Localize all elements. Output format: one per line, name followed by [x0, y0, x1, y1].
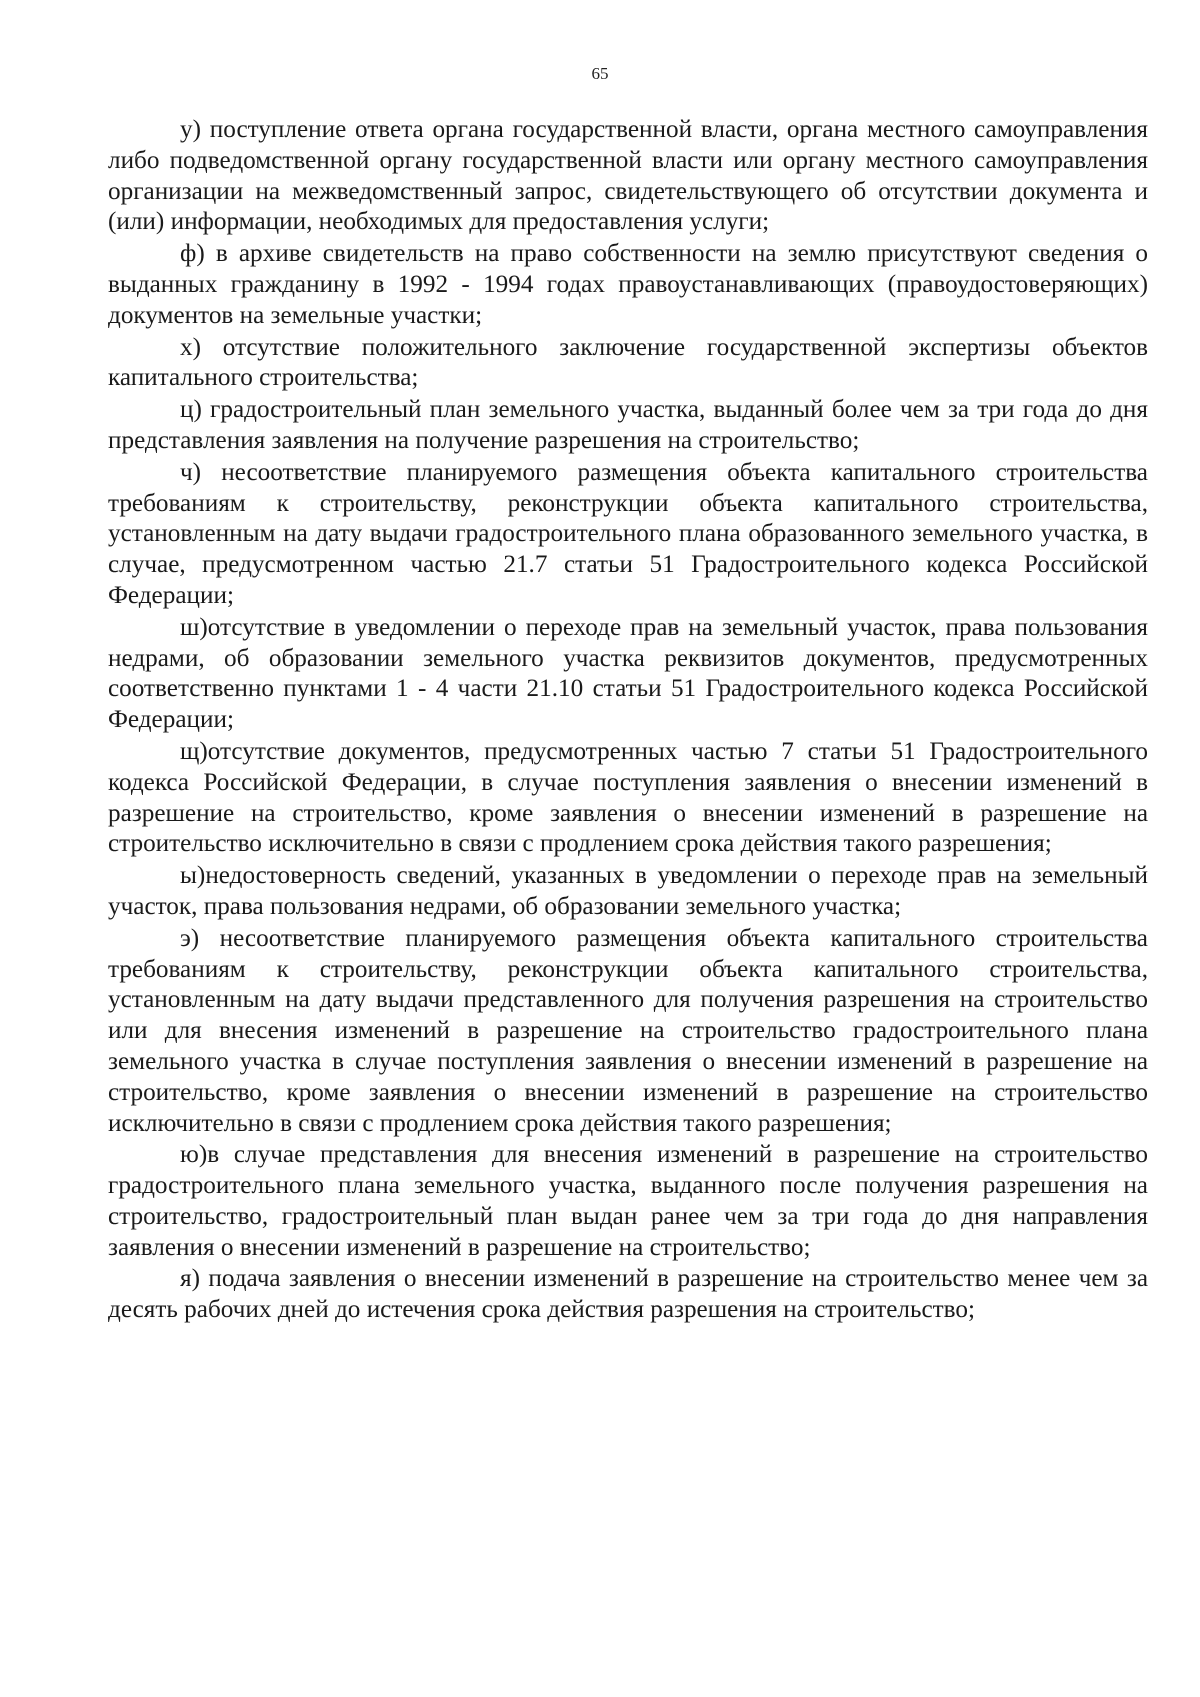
item-marker: х)	[180, 333, 201, 361]
item-text: подача заявления о внесении изменений в разрешение на строительство менее чем за десять рабочих дней до истечения срока действия разрешения на строительство;	[108, 1265, 1148, 1324]
list-item	[108, 115, 1148, 238]
item-marker: э)	[180, 924, 200, 952]
item-text: несоответствие планируемого размещения объекта капитального строительства требованиям к строительству, реконструкции объекта капитального строительства, установленным на дату выдачи градостроительного плана образованного земельного участка, в случае, предусмотренном частью 21.7 статьи 51 Градостроительного кодекса Российской Федерации;	[108, 458, 1148, 609]
list-item	[108, 1264, 1148, 1326]
item-text: в архиве свидетельств на право собственности на землю присутствуют сведения о выданных гражданину в 1992 - 1994 годах правоустанавливающих (правоудостоверяющих) документов на земельные участки;	[108, 240, 1148, 329]
item-text: несоответствие планируемого размещения объекта капитального строительства требованиям к строительству, реконструкции объекта капитального строительства, установленным на дату выдачи представленного для получения разрешения на строительство или для внесения изменений в разрешение на строительство градостроительного плана земельного участка в случае поступления заявления о внесении изменений в разрешение на строительство, кроме заявления о внесении изменений в разрешение на строительство исключительно в связи с продлением срока действия такого разрешения;	[108, 924, 1148, 1137]
item-marker: щ)	[180, 737, 208, 765]
item-marker: я)	[180, 1265, 200, 1293]
list-item	[108, 924, 1148, 1140]
item-text: поступление ответа органа государственной власти, органа местного самоуправления либо подведомственной органу государственной власти или органу местного самоуправления организации на межведомственный запрос, свидетельствующего об отсутствии документа и (или) информации, необходимых для предоставления услуги;	[108, 116, 1148, 236]
item-marker: ф)	[180, 240, 205, 268]
list-item	[108, 458, 1148, 612]
item-text: отсутствие положительного заключение государственной экспертизы объектов капитального строительства;	[108, 333, 1148, 392]
item-text: градостроительный план земельного участка, выданный более чем за три года до дня представления заявления на получение разрешения на строительство;	[108, 396, 1148, 454]
document-body	[108, 115, 1148, 1327]
list-item	[108, 613, 1148, 736]
item-text: отсутствие в уведомлении о переходе прав на земельный участок, права пользования недрами, об образовании земельного участка реквизитов документов, предусмотренных соответственно пунктами 1 - 4 части 21.10 статьи 51 Градостроительного кодекса Российской Федерации;	[108, 613, 1148, 734]
item-text: недостоверность сведений, указанных в уведомлении о переходе прав на земельный участок, права пользования недрами, об образовании земельного участка;	[108, 862, 1148, 920]
list-item	[108, 737, 1148, 860]
page-number: 65	[591, 64, 609, 83]
list-item	[108, 333, 1148, 395]
item-text: в случае представления для внесения изменений в разрешение на строительство градостроительного плана земельного участка, выданного после получения разрешения на строительство, градостроительный план выдан ранее чем за три года до дня направления заявления о внесении изменений в разрешение на строительство;	[108, 1141, 1148, 1261]
item-marker: ш)	[180, 613, 208, 641]
item-marker: ы)	[180, 862, 206, 890]
item-text: отсутствие документов, предусмотренных частью 7 статьи 51 Градостроительного кодекса Российской Федерации, в случае поступления заявления о внесении изменений в разрешение на строительство, кроме заявления о внесении изменений в разрешение на строительство исключительно в связи с продлением срока действия такого разрешения;	[108, 737, 1148, 858]
list-item	[108, 395, 1148, 457]
item-marker: у)	[180, 116, 201, 143]
item-marker: ц)	[180, 396, 202, 424]
item-marker: ч)	[180, 458, 202, 486]
list-item	[108, 861, 1148, 923]
list-item	[108, 1140, 1148, 1263]
item-marker: ю)	[180, 1141, 208, 1169]
list-item	[108, 239, 1148, 331]
